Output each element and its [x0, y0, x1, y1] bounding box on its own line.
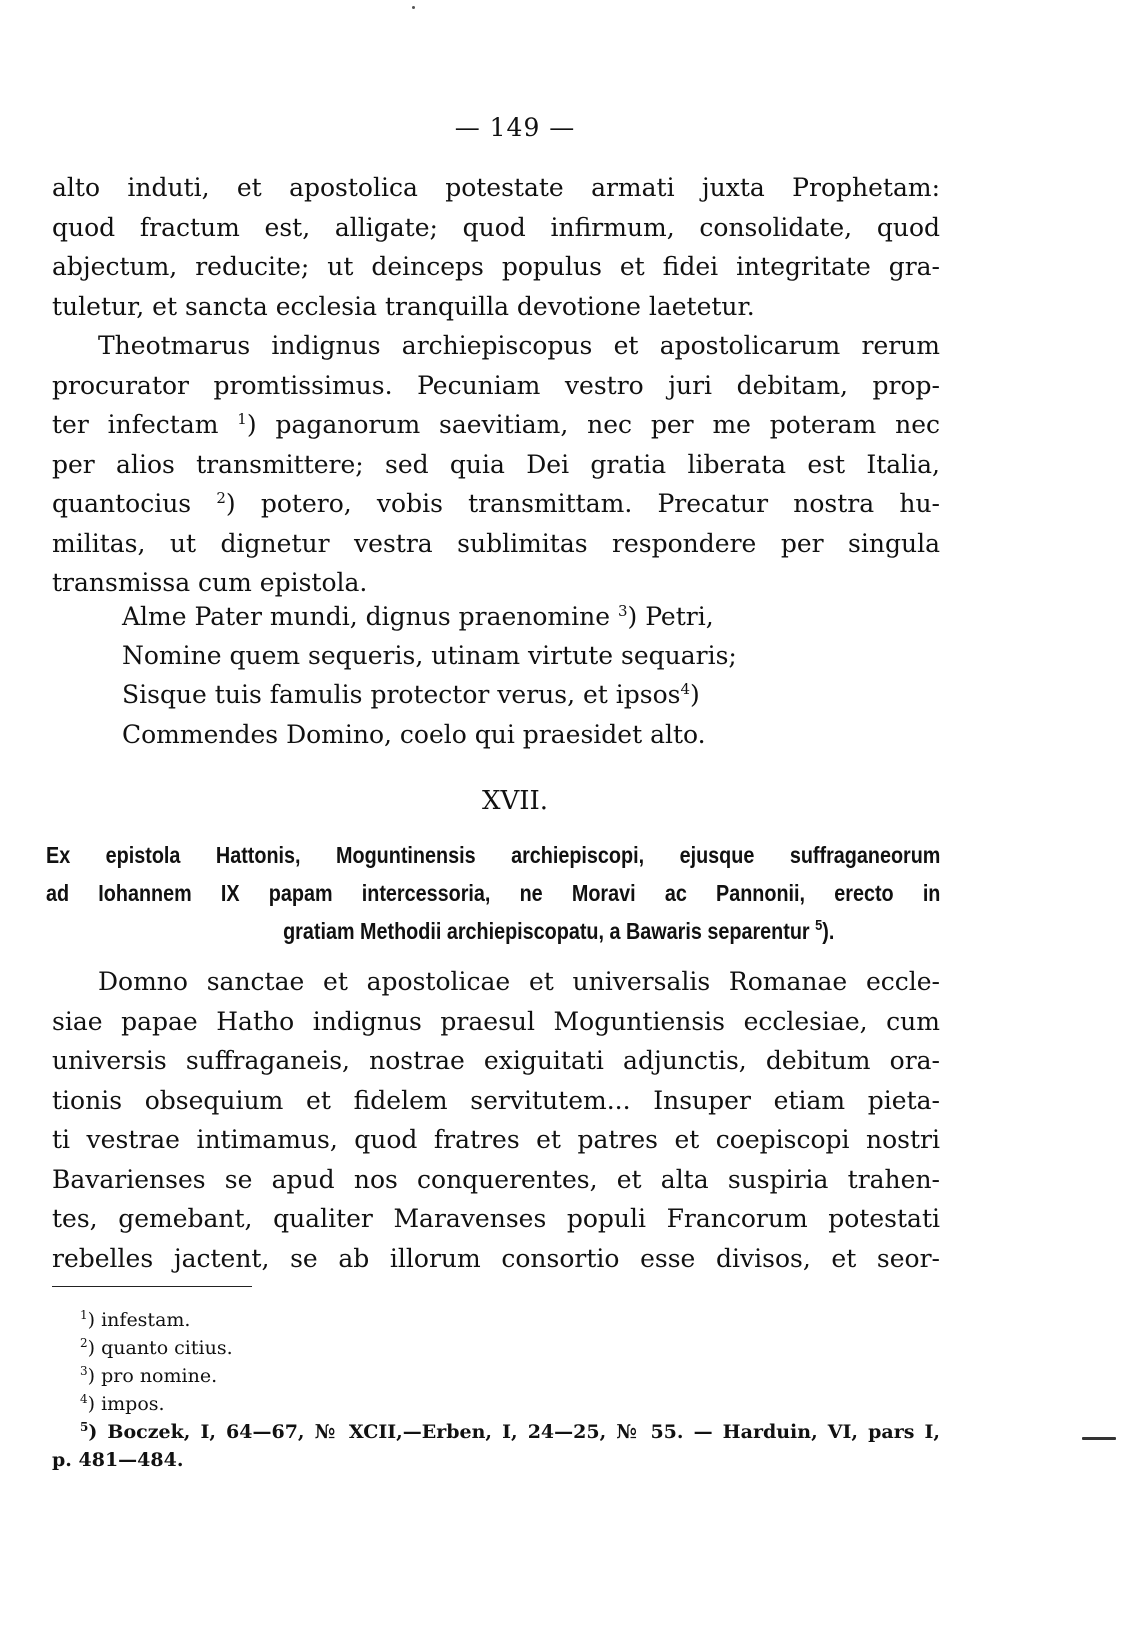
- footnote-mark: 4: [80, 1392, 88, 1406]
- footnote: [52, 1362, 940, 1390]
- footnote-ref: 1: [237, 410, 247, 428]
- verse-line: [122, 675, 882, 714]
- text-fragment: ter infectam: [52, 410, 238, 439]
- footnotes: [52, 1306, 940, 1474]
- footnote-mark: 5: [80, 1420, 89, 1434]
- text-fragment: Sisque tuis famulis protector verus, et ipsos: [122, 680, 681, 710]
- verse-line: [122, 597, 882, 636]
- text-line: universis suffraganeis, nostrae exiguitati adjunctis, debitum ora-: [52, 1046, 940, 1075]
- text-fragment: quantocius: [52, 489, 217, 518]
- footnote-ref: 5: [815, 917, 823, 934]
- text-line: Theotmarus indignus archiepiscopus et apostolicarum rerum: [98, 331, 940, 360]
- footnote-mark: 1: [80, 1308, 88, 1322]
- scan-speck: [412, 6, 415, 9]
- verse-line: Nomine quem sequeris, utinam virtute sequaris;: [122, 641, 737, 671]
- footnote: [52, 1390, 940, 1418]
- paragraph-3: [52, 962, 940, 1278]
- footnote: [52, 1306, 940, 1334]
- text-fragment: ) paganorum saevitiam, nec per me poteram nec: [246, 410, 940, 439]
- heading-line: [112, 912, 1006, 950]
- text-line: tuletur, et sancta ecclesia tranquilla devotione laetetur.: [52, 291, 755, 321]
- text-line: quod fractum est, alligate; quod infirmum, consolidate, quod: [52, 212, 940, 242]
- text-fragment: ) potero, vobis transmittam. Precatur nostra hu-: [225, 489, 940, 518]
- paragraph-2: [52, 326, 940, 603]
- section-number: XVII.: [481, 786, 549, 816]
- paragraph-1: [52, 168, 940, 326]
- text-line: [52, 405, 940, 445]
- verse-block: [122, 597, 882, 754]
- footnote-continuation: p. 481—484.: [52, 1449, 184, 1471]
- scan-mark: [1082, 1437, 1116, 1440]
- text-fragment: Alme Pater mundi, dignus praenomine: [122, 602, 618, 631]
- text-line: alto induti, et apostolica potestate armati juxta Prophetam:: [52, 173, 940, 202]
- text-line: Domno sanctae et apostolicae et universalis Romanae eccle-: [98, 967, 940, 996]
- footnote-text: ) quanto citius.: [87, 1337, 233, 1359]
- footnote: [52, 1418, 940, 1446]
- text-line: per alios transmittere; sed quia Dei gratia liberata est Italia,: [52, 449, 940, 479]
- text-line: [52, 484, 940, 524]
- text-line: ti vestrae intimamus, quod fratres et patres et coepiscopi nostri: [52, 1125, 940, 1154]
- footnote-divider: [52, 1286, 252, 1287]
- page-number: — 149 —: [454, 113, 576, 142]
- footnote-ref: 2: [216, 489, 226, 507]
- text-fragment: gratiam Methodii archiepiscopatu, a Bawaris separentur: [283, 918, 816, 944]
- footnote-ref: 3: [617, 602, 628, 620]
- text-line: procurator promtissimus. Pecuniam vestro juri debitam, prop-: [52, 370, 940, 400]
- text-line: tes, gemebant, qualiter Maravenses populi Francorum potestati: [52, 1204, 940, 1233]
- text-line: rebelles jactent, se ab illorum consortio esse divisos, et seor-: [52, 1243, 940, 1273]
- text-line: militas, ut dignetur vestra sublimitas respondere per singula: [52, 528, 940, 558]
- text-fragment: ).: [822, 918, 835, 944]
- footnote-text: ) pro nomine.: [87, 1365, 218, 1387]
- text-line: abjectum, reducite; ut deinceps populus et fidei integritate gra-: [52, 252, 940, 281]
- section-heading: [46, 836, 940, 950]
- text-line: siae papae Hatho indignus praesul Moguntiensis ecclesiae, cum: [52, 1006, 940, 1036]
- heading-line: ad Iohannem IX papam intercessoria, ne Moravi ac Pannonii, erecto in: [46, 880, 941, 906]
- text-line: tionis obsequium et fidelem servitutem... Insuper etiam pieta-: [52, 1085, 940, 1115]
- footnote-text: ) impos.: [87, 1393, 165, 1415]
- heading-line: Ex epistola Hattonis, Moguntinensis archiepiscopi, ejusque suffraganeorum: [46, 842, 941, 868]
- footnote-mark: 3: [80, 1364, 88, 1378]
- text-line: transmissa cum epistola.: [52, 568, 368, 597]
- footnote-mark: 2: [80, 1336, 88, 1350]
- footnote-text: ) infestam.: [87, 1309, 191, 1331]
- text-fragment: ) Petri,: [627, 602, 714, 631]
- footnote: [52, 1334, 940, 1362]
- footnote-ref: 4: [680, 680, 691, 699]
- verse-line: Commendes Domino, coelo qui praesidet alto.: [122, 719, 706, 749]
- footnote-text: ) Boczek, I, 64—67, № XCII,—Erben, I, 24—25, № 55. — Harduin, VI, pars I,: [88, 1421, 940, 1443]
- text-line: Bavarienses se apud nos conquerentes, et alta suspiria trahen-: [52, 1164, 940, 1194]
- text-fragment: ): [690, 680, 700, 710]
